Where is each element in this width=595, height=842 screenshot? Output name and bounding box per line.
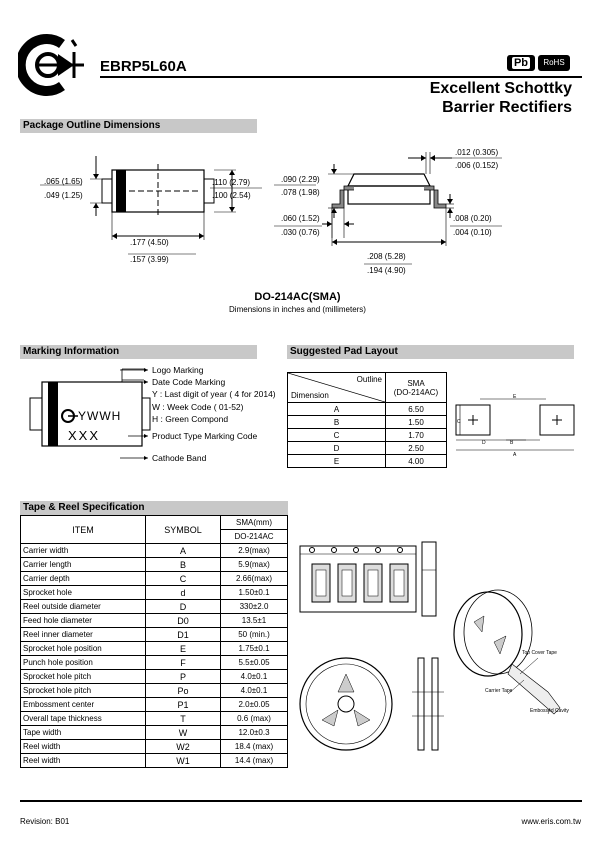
pad-hdr-outline: Outline: [356, 375, 382, 384]
tape-row: [21, 656, 288, 670]
dim-o2: .194 (4.90): [367, 266, 406, 275]
tape-row: [21, 600, 288, 614]
tape-value: 5.9(max): [221, 558, 288, 572]
title-line-2: Barrier Rectifiers: [442, 99, 572, 116]
pad-hdr-sma: SMA: [407, 378, 425, 388]
tape-row: [21, 614, 288, 628]
tape-symbol: W: [146, 726, 221, 740]
tape-item: Tape width: [21, 726, 146, 740]
tape-item: Reel width: [21, 754, 146, 768]
pad-header-corner: [288, 373, 386, 403]
dim-l2: .157 (3.99): [130, 255, 169, 264]
pad-val: 1.70: [386, 429, 447, 442]
footer-rule: [20, 800, 582, 802]
tape-item: Sprocket hole: [21, 586, 146, 600]
pad-val: 6.50: [386, 403, 447, 416]
dim-t2: .006 (0.152): [455, 161, 499, 170]
tape-item: Embossment center: [21, 698, 146, 712]
tape-symbol: F: [146, 656, 221, 670]
tape-value: 2.0±0.05: [221, 698, 288, 712]
pad-dim: E: [288, 455, 386, 468]
dim-l1: .177 (4.50): [130, 238, 169, 247]
tape-row: [21, 726, 288, 740]
tape-symbol: B: [146, 558, 221, 572]
label-top-cover-tape: Top Cover Tape: [522, 650, 557, 656]
tape-value: 330±2.0: [221, 600, 288, 614]
tape-value: 1.75±0.1: [221, 642, 288, 656]
marking-leader-lines: [120, 365, 155, 465]
tape-symbol: D0: [146, 614, 221, 628]
pad-table: [287, 372, 447, 468]
tape-item: Feed hole diameter: [21, 614, 146, 628]
label-embossed-cavity: Embossed Cavity: [530, 708, 569, 714]
pb-badge-text: Pb: [513, 57, 529, 69]
tape-symbol: C: [146, 572, 221, 586]
label-product-code: Product Type Marking Code: [152, 431, 258, 441]
tape-row: [21, 670, 288, 684]
tape-item: Reel inner diameter: [21, 628, 146, 642]
label-cathode-band: Cathode Band: [152, 453, 207, 463]
tape-col-item: ITEM: [21, 516, 146, 544]
dim-s2: .078 (1.98): [281, 188, 320, 197]
tape-value: 0.6 (max): [221, 712, 288, 726]
tape-symbol: T: [146, 712, 221, 726]
chip-product-code: XXX: [68, 428, 101, 443]
dim-o1: .208 (5.28): [367, 252, 406, 261]
pad-diagram-label-e: E: [513, 394, 517, 400]
dim-f2: .030 (0.76): [281, 228, 320, 237]
label-logo-marking: Logo Marking: [152, 365, 204, 375]
tape-value: 50 (min.): [221, 628, 288, 642]
tape-item: Punch hole position: [21, 656, 146, 670]
label-date-code: Date Code Marking: [152, 377, 226, 387]
tape-value: 18.4 (max): [221, 740, 288, 754]
tape-symbol: d: [146, 586, 221, 600]
tape-row: [21, 628, 288, 642]
tape-row: [21, 712, 288, 726]
tape-value: 12.0±0.3: [221, 726, 288, 740]
tape-item: Overall tape thickness: [21, 712, 146, 726]
label-carrier-tape: Carrier Tape: [485, 688, 513, 694]
tape-row: [21, 558, 288, 572]
tape-item: Reel width: [21, 740, 146, 754]
revision-label: Revision: B01: [20, 817, 70, 826]
tape-symbol: P: [146, 670, 221, 684]
rohs-badge: [538, 55, 570, 71]
pad-val: 2.50: [386, 442, 447, 455]
tape-row: [21, 642, 288, 656]
website-label: www.eris.com.tw: [521, 817, 581, 826]
tape-row: [21, 572, 288, 586]
tape-item: Sprocket hole position: [21, 642, 146, 656]
pad-dim: C: [288, 429, 386, 442]
tape-row: [21, 586, 288, 600]
package-top-view: [20, 148, 270, 268]
title-line-1: Excellent Schottky: [429, 80, 572, 97]
tape-symbol: E: [146, 642, 221, 656]
pad-dim: D: [288, 442, 386, 455]
tape-symbol: D: [146, 600, 221, 614]
tape-col-symbol: SYMBOL: [146, 516, 221, 544]
pad-val: 4.00: [386, 455, 447, 468]
tape-value: 13.5±1: [221, 614, 288, 628]
tape-item: Carrier depth: [21, 572, 146, 586]
label-year: Y : Last digit of year ( 4 for 2014): [152, 389, 276, 399]
tape-value: 2.66(max): [221, 572, 288, 586]
dim-s1: .090 (2.29): [281, 175, 320, 184]
tape-value: 4.0±0.1: [221, 670, 288, 684]
tape-col-sma: SMA(mm): [221, 516, 288, 530]
rohs-badge-text: RoHS: [543, 58, 565, 67]
tape-item: Reel outside diameter: [21, 600, 146, 614]
marking-section-title: Marking Information: [20, 345, 257, 359]
tape-row: [21, 544, 288, 558]
dim-t1: .012 (0.305): [455, 148, 499, 157]
tape-symbol: W1: [146, 754, 221, 768]
dim-h1: .065 (1.65): [44, 177, 83, 186]
tape-symbol: A: [146, 544, 221, 558]
pad-hdr-pkg: (DO-214AC): [393, 387, 439, 397]
tape-symbol: Po: [146, 684, 221, 698]
units-note: Dimensions in inches and (millimeters): [229, 305, 366, 314]
dim-g2: .004 (0.10): [453, 228, 492, 237]
tape-col-pkg: DO-214AC: [221, 530, 288, 544]
tape-symbol: W2: [146, 740, 221, 754]
label-week: W : Week Code ( 01-52): [152, 402, 244, 412]
tape-row: [21, 740, 288, 754]
dim-g1: .008 (0.20): [453, 214, 492, 223]
tape-value: 1.50±0.1: [221, 586, 288, 600]
pad-diagram-label-c: C: [457, 419, 461, 425]
package-name: DO-214AC(SMA): [254, 291, 341, 303]
part-number: EBRP5L60A: [100, 58, 187, 75]
tape-item: Carrier width: [21, 544, 146, 558]
dim-w2: .100 (2.54): [212, 191, 251, 200]
tape-item: Sprocket hole pitch: [21, 684, 146, 698]
tape-item: Sprocket hole pitch: [21, 670, 146, 684]
company-logo: [18, 32, 90, 98]
tape-item: Carrier length: [21, 558, 146, 572]
package-section-title: Package Outline Dimensions: [20, 119, 257, 133]
pad-dim: B: [288, 416, 386, 429]
tape-section-title: Tape & Reel Specification: [20, 501, 288, 515]
pb-free-badge: [507, 55, 535, 71]
tape-row: [21, 754, 288, 768]
tape-value: 5.5±0.05: [221, 656, 288, 670]
tape-symbol: D1: [146, 628, 221, 642]
header-rule: [100, 76, 582, 78]
dim-w1: .110 (2.79): [212, 178, 251, 187]
pad-layout-diagram: [452, 392, 577, 460]
pad-diagram-label-a: A: [513, 452, 517, 458]
pad-diagram-label-b: B: [510, 440, 514, 446]
tape-row: [21, 698, 288, 712]
tape-value: 14.4 (max): [221, 754, 288, 768]
pad-hdr-dimension: Dimension: [291, 391, 329, 400]
pad-val: 1.50: [386, 416, 447, 429]
tape-row: [21, 684, 288, 698]
dim-f1: .060 (1.52): [281, 214, 320, 223]
pad-dim: A: [288, 403, 386, 416]
pad-hdr-sma-cell: [386, 373, 447, 403]
tape-value: 4.0±0.1: [221, 684, 288, 698]
pad-diagram-label-d: D: [482, 440, 486, 446]
tape-value: 2.9(max): [221, 544, 288, 558]
label-green: H : Green Compond: [152, 414, 229, 424]
pad-section-title: Suggested Pad Layout: [287, 345, 574, 359]
tape-reel-diagram: [298, 524, 578, 774]
chip-date-code: YWWH: [78, 409, 122, 423]
tape-reel-table: [20, 515, 288, 768]
tape-symbol: P1: [146, 698, 221, 712]
dim-h2: .049 (1.25): [44, 191, 83, 200]
